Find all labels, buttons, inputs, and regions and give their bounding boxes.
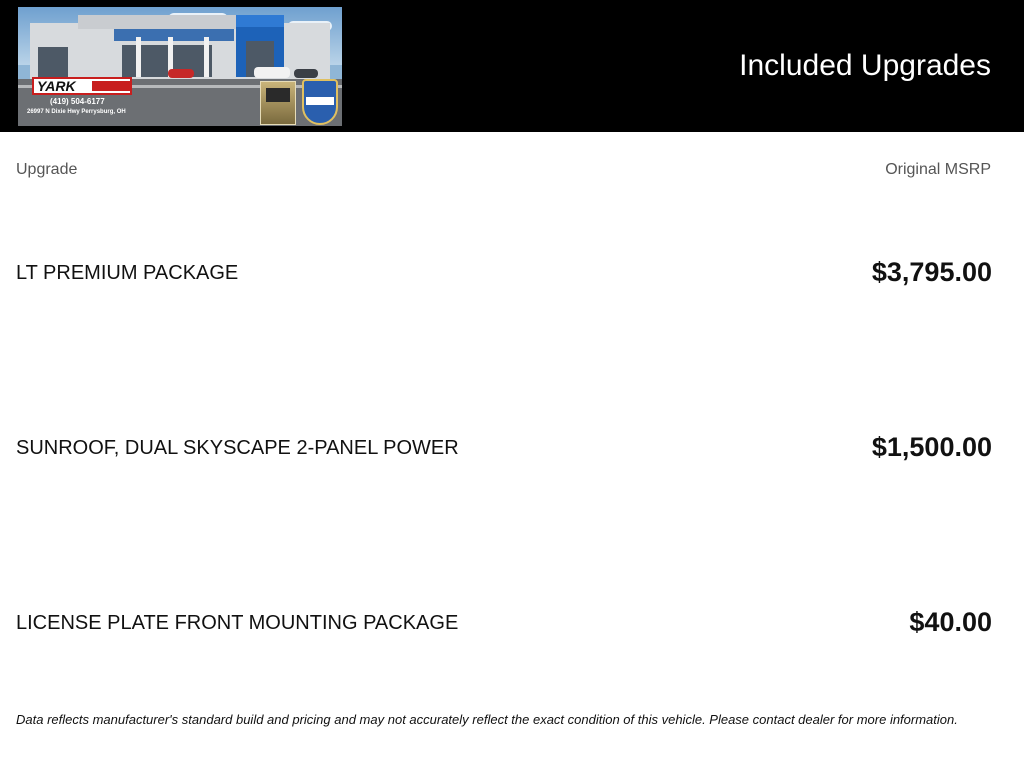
building-window (38, 47, 68, 77)
upgrade-price: $40.00 (909, 607, 992, 637)
pricing-disclaimer: Data reflects manufacturer's standard build and pricing and may not accurately reflect the exact condition of this vehicle. Please contact dealer for more information. (16, 712, 958, 727)
column-header-msrp: Original MSRP (885, 161, 991, 178)
dealership-tower-sign (236, 15, 284, 27)
dealership-sign-band (114, 29, 234, 41)
shield-badge-band (306, 97, 334, 105)
upgrade-price: $3,795.00 (871, 257, 992, 287)
dealer-address: 26997 N Dixie Hwy Perrysburg, OH (27, 109, 126, 115)
upgrade-name: SUNROOF, DUAL SKYSCAPE 2-PANEL POWER (16, 437, 459, 459)
page-title: Included Upgrades (739, 49, 991, 82)
upgrade-price: $1,500.00 (871, 432, 992, 462)
column-header-upgrade: Upgrade (16, 161, 78, 178)
car-shape (168, 69, 194, 78)
page-header (0, 0, 1024, 132)
award-badge-inner (266, 88, 290, 102)
dealer-logo-text: YARK (37, 78, 76, 94)
dealer-photo (18, 7, 342, 126)
upgrade-name: LT PREMIUM PACKAGE (16, 262, 239, 284)
car-shape (254, 67, 290, 78)
car-shape (294, 69, 318, 78)
dealership-roof (78, 15, 248, 29)
building-pillar (204, 37, 209, 77)
shield-badge-icon (302, 79, 338, 125)
dealer-logo-red-band (92, 81, 130, 91)
upgrade-name: LICENSE PLATE FRONT MOUNTING PACKAGE (16, 612, 459, 634)
dealer-phone: (419) 504-6177 (50, 97, 105, 106)
dealer-logo (32, 77, 132, 95)
award-badge-icon (260, 81, 296, 125)
building-pillar (136, 37, 141, 77)
